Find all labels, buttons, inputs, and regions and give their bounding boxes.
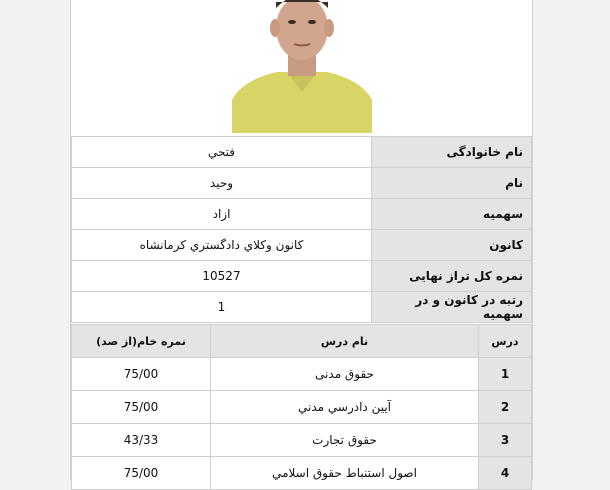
header-index: درس [479,325,532,358]
course-score: 75/00 [72,457,211,490]
info-row-total-score [72,261,532,292]
value-rank: 1 [72,292,372,323]
value-lastname: فتحي [72,137,372,168]
label-bar: کانون [372,230,532,261]
course-name: آيين دادرسي مدني [211,391,479,424]
applicant-info-table [71,136,532,323]
value-total-score: 10527 [72,261,372,292]
result-card [70,0,533,480]
courses-header-row [72,325,532,358]
course-score: 75/00 [72,358,211,391]
course-name: حقوق مدنی [211,358,479,391]
info-row-bar [72,230,532,261]
info-row-lastname [72,137,532,168]
value-firstname: وحيد [72,168,372,199]
table-row [72,358,532,391]
label-quota: سهمیه [372,199,532,230]
label-firstname: نام [372,168,532,199]
label-total-score: نمره کل تراز نهایی [372,261,532,292]
person-photo-icon [232,0,372,133]
value-quota: ازاد [72,199,372,230]
course-name: اصول استنباط حقوق اسلامي [211,457,479,490]
course-score: 43/33 [72,424,211,457]
info-row-quota [72,199,532,230]
course-index: 2 [479,391,532,424]
course-index: 3 [479,424,532,457]
applicant-photo [232,0,372,133]
courses-table [71,324,532,490]
label-lastname: نام خانوادگی [372,137,532,168]
course-index: 4 [479,457,532,490]
info-row-firstname [72,168,532,199]
header-score: نمره خام(از صد) [72,325,211,358]
table-row [72,457,532,490]
course-name: حقوق تجارت [211,424,479,457]
info-row-rank [72,292,532,323]
course-score: 75/00 [72,391,211,424]
header-name: نام درس [211,325,479,358]
table-row [72,424,532,457]
value-bar: کانون وکلاي دادگستري کرمانشاه [72,230,372,261]
label-rank: رتبه در کانون و در سهمیه [372,292,532,323]
course-index: 1 [479,358,532,391]
table-row [72,391,532,424]
